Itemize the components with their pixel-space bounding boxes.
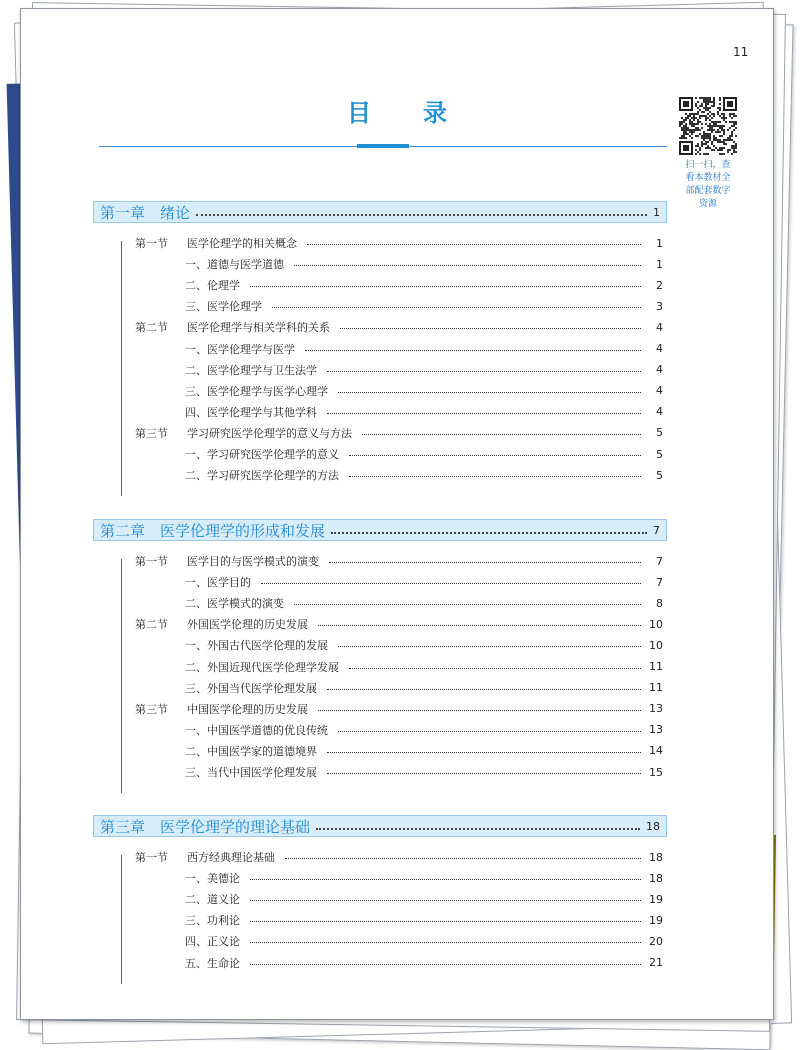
chapter-page-number: 18	[646, 819, 660, 833]
subsection-title: 五、生命论	[185, 956, 240, 970]
subsection-entry[interactable]	[185, 910, 663, 930]
section-title: 西方经典理论基础	[187, 851, 275, 864]
qr-caption-line: 资源	[698, 199, 717, 209]
section-entry[interactable]	[135, 233, 663, 253]
entry-page-number: 10	[649, 617, 663, 631]
leader-dots	[362, 433, 641, 435]
subsection-title: 一、外国古代医学伦理的发展	[185, 639, 328, 653]
leader-dots	[327, 370, 641, 372]
subsection-entry[interactable]	[185, 931, 663, 951]
subsection-title: 三、外国当代医学伦理发展	[185, 681, 317, 695]
chapter-title: 第二章 医学伦理学的形成和发展	[100, 521, 326, 540]
entry-page-number: 5	[656, 468, 663, 482]
subsection-title: 一、学习研究医学伦理学的意义	[185, 448, 339, 461]
entry-page-number: 3	[656, 299, 663, 313]
subsection-title: 三、当代中国医学伦理发展	[185, 766, 317, 779]
page-number: 11	[733, 45, 749, 59]
chapter-title: 第一章 绪论	[100, 203, 191, 222]
entry-page-number: 4	[656, 342, 663, 355]
leader-dots	[305, 349, 641, 351]
subsection-entry[interactable]	[185, 889, 663, 909]
subsection-title: 二、伦理学	[185, 279, 240, 293]
subsection-title: 二、医学伦理学与卫生法学	[185, 363, 317, 377]
section-number: 第三节	[135, 426, 168, 440]
leader-dots	[331, 531, 647, 534]
leader-dots	[327, 412, 641, 414]
leader-dots	[318, 624, 641, 626]
entry-page-number: 4	[656, 384, 663, 398]
leader-dots	[349, 667, 641, 669]
qr-caption-line: 部配套数字	[685, 186, 731, 196]
section-entry[interactable]	[135, 699, 663, 719]
entry-page-number: 14	[649, 744, 663, 758]
leader-dots	[327, 772, 641, 774]
chapter-title: 第三章 医学伦理学的理论基础	[100, 817, 311, 836]
leader-dots	[338, 391, 641, 393]
entry-page-number: 4	[656, 363, 663, 377]
subsection-entry[interactable]	[185, 657, 663, 677]
section-label	[135, 701, 308, 717]
leader-dots	[250, 878, 641, 880]
leader-dots	[250, 963, 641, 965]
leader-dots	[294, 264, 641, 266]
qr-caption-line: 看本教材全	[685, 173, 731, 183]
subsection-entry[interactable]	[185, 402, 663, 422]
subsection-title: 二、外国近现代医学伦理学发展	[185, 660, 339, 674]
leader-dots	[285, 857, 641, 859]
subsection-title: 三、医学伦理学与医学心理学	[185, 384, 328, 398]
section-entry[interactable]	[135, 614, 663, 634]
leader-dots	[338, 645, 641, 647]
subsection-entry[interactable]	[185, 465, 663, 485]
entry-page-number: 21	[649, 956, 663, 969]
subsection-title: 三、功利论	[185, 914, 240, 928]
subsection-title: 一、美德论	[185, 872, 240, 886]
section-title: 医学目的与医学模式的演变	[187, 555, 319, 568]
page-title: 目 录	[347, 99, 461, 127]
leader-dots	[329, 561, 641, 563]
leader-dots	[340, 327, 641, 329]
leader-dots	[272, 306, 641, 308]
subsection-entry[interactable]	[185, 720, 663, 740]
leader-dots	[327, 751, 641, 753]
subsection-entry[interactable]	[185, 572, 663, 592]
subsection-entry[interactable]	[185, 339, 663, 359]
section-rule	[121, 559, 122, 793]
entry-page-number: 8	[656, 596, 663, 610]
chapter-heading[interactable]	[93, 201, 667, 223]
entry-page-number: 1	[656, 236, 663, 250]
section-entry[interactable]	[135, 847, 663, 867]
subsection-title: 四、医学伦理学与其他学科	[185, 405, 317, 419]
entry-page-number: 4	[656, 320, 663, 334]
title-accent-bar	[357, 144, 409, 148]
subsection-entry[interactable]	[185, 275, 663, 295]
subsection-title: 一、中国医学道德的优良传统	[185, 723, 328, 737]
subsection-entry[interactable]	[185, 254, 663, 274]
entry-page-number: 13	[649, 702, 663, 716]
leader-dots	[294, 603, 641, 605]
leader-dots	[338, 730, 641, 732]
section-entry[interactable]	[135, 551, 663, 571]
qr-caption	[667, 159, 749, 211]
leader-dots	[307, 243, 641, 245]
section-entry[interactable]	[135, 317, 663, 337]
leader-dots	[196, 213, 647, 216]
subsection-entry[interactable]	[185, 381, 663, 401]
subsection-entry[interactable]	[185, 953, 663, 973]
subsection-entry[interactable]	[185, 360, 663, 380]
section-number: 第二节	[135, 618, 168, 632]
subsection-title: 一、医学目的	[185, 576, 251, 590]
section-label	[135, 553, 319, 569]
leader-dots	[250, 285, 641, 287]
section-number: 第一节	[135, 237, 168, 250]
entry-page-number: 7	[656, 554, 663, 568]
entry-page-number: 18	[649, 871, 663, 885]
section-rule	[121, 855, 122, 984]
entry-page-number: 19	[649, 913, 663, 927]
qr-code-icon[interactable]	[679, 97, 737, 155]
section-rule	[121, 241, 122, 496]
entry-page-number: 15	[649, 765, 663, 779]
entry-page-number: 19	[649, 892, 663, 906]
subsection-title: 一、道德与医学道德	[185, 258, 284, 272]
chapter-heading[interactable]	[93, 815, 667, 837]
subsection-entry[interactable]	[185, 635, 663, 655]
entry-page-number: 13	[649, 723, 663, 737]
section-label	[135, 235, 297, 251]
toc-page	[20, 8, 774, 1020]
section-number: 第一节	[135, 851, 168, 864]
entry-page-number: 4	[656, 405, 663, 419]
section-title: 医学伦理学的相关概念	[187, 237, 297, 250]
subsection-entry[interactable]	[185, 444, 663, 464]
leader-dots	[261, 582, 641, 584]
entry-page-number: 20	[649, 934, 663, 948]
entry-page-number: 10	[649, 638, 663, 652]
subsection-entry[interactable]	[185, 868, 663, 888]
section-number: 第二节	[135, 321, 168, 335]
subsection-title: 二、道义论	[185, 893, 240, 907]
leader-dots	[250, 941, 641, 943]
leader-dots	[316, 827, 640, 830]
section-title: 学习研究医学伦理学的意义与方法	[187, 426, 352, 440]
leader-dots	[250, 920, 641, 922]
entry-page-number: 1	[656, 257, 663, 271]
subsection-title: 三、医学伦理学	[185, 300, 262, 314]
entry-page-number: 11	[649, 660, 663, 673]
section-number: 第一节	[135, 555, 168, 568]
subsection-entry[interactable]	[185, 762, 663, 782]
qr-caption-line: 扫一扫，查	[685, 160, 731, 170]
entry-page-number: 2	[656, 278, 663, 292]
subsection-entry[interactable]	[185, 593, 663, 613]
leader-dots	[250, 899, 641, 901]
section-title: 医学伦理学与相关学科的关系	[187, 321, 330, 335]
chapter-page-number: 1	[653, 205, 660, 219]
section-entry[interactable]	[135, 423, 663, 443]
subsection-title: 四、正义论	[185, 935, 240, 949]
section-label	[135, 849, 275, 865]
section-number: 第三节	[135, 702, 168, 716]
subsection-title: 二、中国医学家的道德境界	[185, 744, 317, 758]
section-label	[135, 425, 352, 441]
entry-page-number: 5	[656, 426, 663, 440]
leader-dots	[349, 475, 641, 477]
section-title: 外国医学伦理的历史发展	[187, 618, 308, 632]
subsection-title: 二、医学模式的演变	[185, 597, 284, 611]
leader-dots	[318, 709, 641, 711]
subsection-entry[interactable]	[185, 296, 663, 316]
subsection-entry[interactable]	[185, 678, 663, 698]
leader-dots	[349, 454, 641, 456]
chapter-page-number: 7	[653, 523, 660, 537]
entry-page-number: 7	[656, 575, 663, 589]
entry-page-number: 18	[649, 850, 663, 864]
subsection-title: 一、医学伦理学与医学	[185, 342, 295, 356]
entry-page-number: 11	[649, 681, 663, 695]
subsection-title: 二、学习研究医学伦理学的方法	[185, 469, 339, 483]
subsection-entry[interactable]	[185, 741, 663, 761]
chapter-heading[interactable]	[93, 519, 667, 541]
entry-page-number: 5	[656, 447, 663, 461]
section-label	[135, 616, 308, 632]
section-label	[135, 319, 330, 335]
leader-dots	[327, 688, 641, 690]
section-title: 中国医学伦理的历史发展	[187, 702, 308, 716]
